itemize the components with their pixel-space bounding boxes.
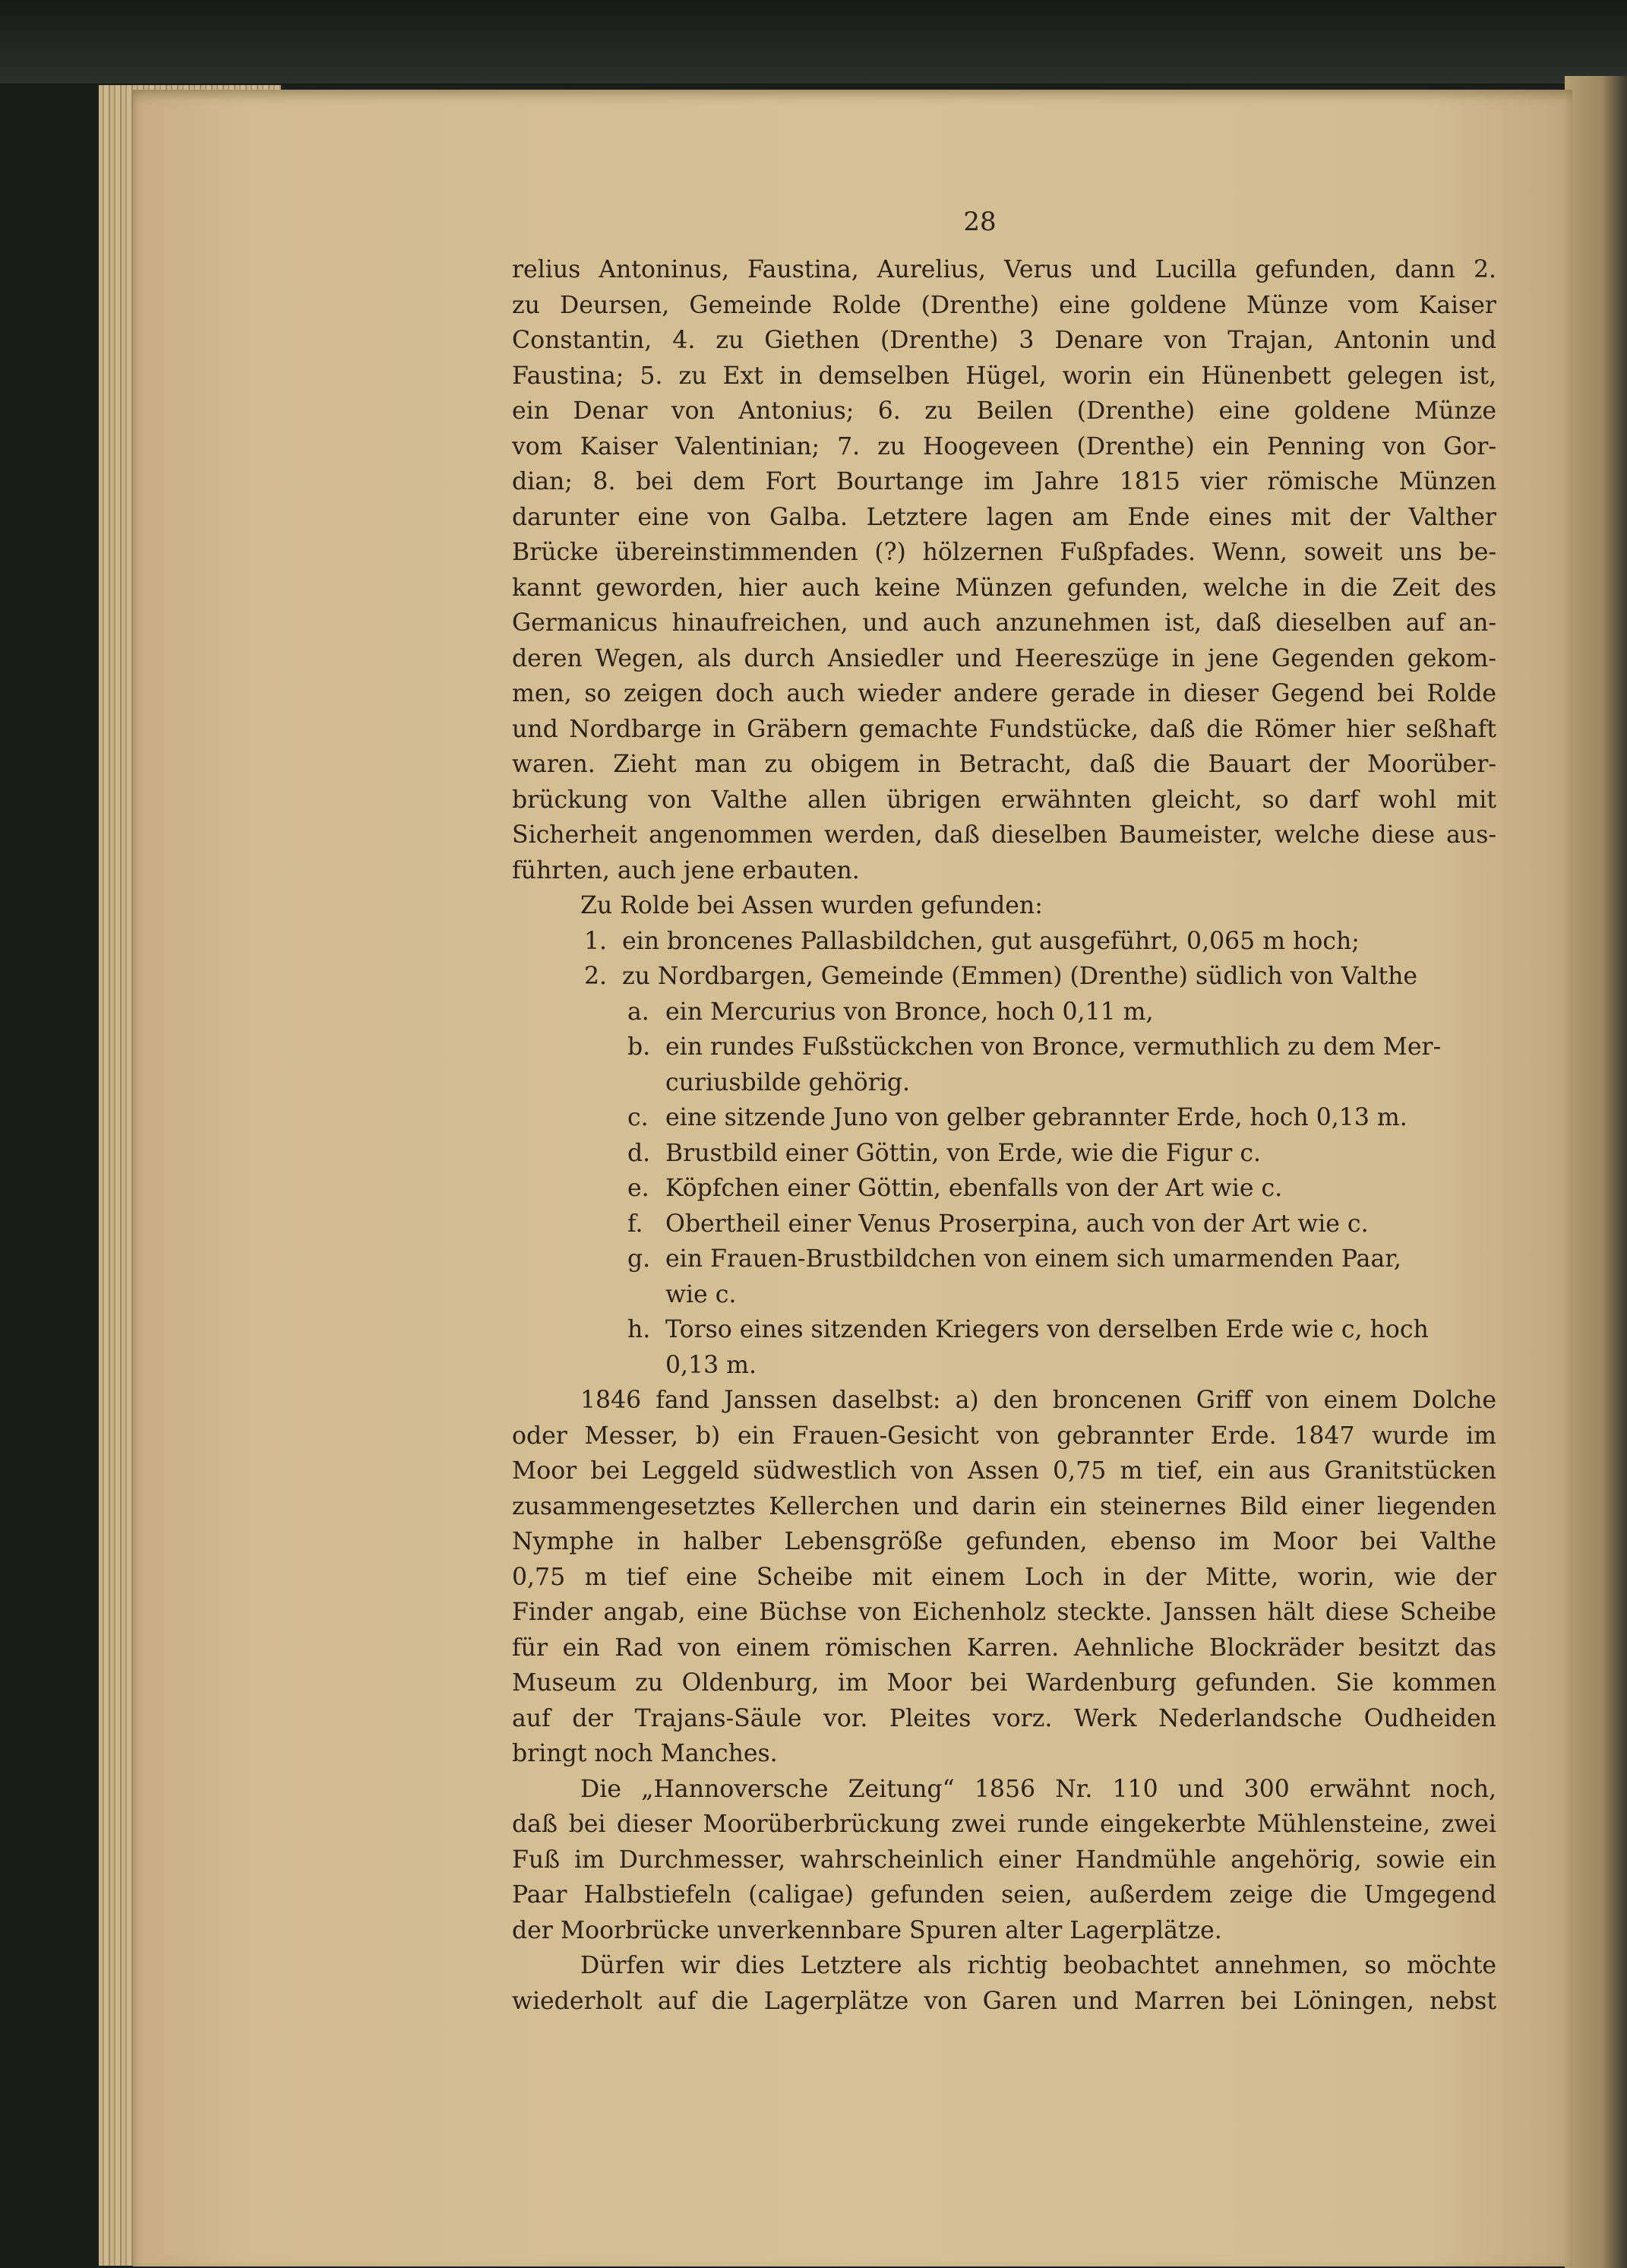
sub-item-letter: g.: [627, 1245, 651, 1273]
text-line: Moor bei Leggeld südwestlich von Assen 0,75 m tief, ein aus Granitstücken: [512, 1457, 1496, 1485]
list-item-number: 2.: [584, 963, 608, 990]
text-line: kannt geworden, hier auch keine Münzen gefunden, welche in die Zeit des: [512, 574, 1496, 602]
text-line: waren. Zieht man zu obigem in Betracht, daß die Bauart der Moorüber-: [512, 751, 1496, 778]
sub-list-item-continuation: [512, 1277, 1496, 1313]
sub-item-text: Obertheil einer Venus Proserpina, auch von der Art wie c.: [665, 1210, 1369, 1238]
sub-item-text: ein rundes Fußstückchen von Bronce, vermuthlich zu dem Mer-: [665, 1033, 1442, 1061]
sub-list-item: [512, 995, 1496, 1030]
sub-item-text: eine sitzende Juno von gelber gebrannter Erde, hoch 0,13 m.: [665, 1104, 1407, 1131]
page-number: 28: [963, 207, 997, 237]
sub-item-letter: d.: [627, 1139, 651, 1167]
sub-list-item-continuation: [512, 1065, 1496, 1101]
sub-item-letter: f.: [627, 1210, 643, 1238]
sub-list-item: [512, 1207, 1496, 1242]
sub-item-text: wie c.: [665, 1280, 737, 1308]
text-line: relius Antoninus, Faustina, Aurelius, Verus und Lucilla gefunden, dann 2.: [512, 256, 1496, 283]
text-line: ein Denar von Antonius; 6. zu Beilen (Drenthe) eine goldene Münze: [512, 397, 1496, 425]
sub-item-text: ein Mercurius von Bronce, hoch 0,11 m,: [665, 998, 1154, 1026]
text-line: brückung von Valthe allen übrigen erwähnten gleicht, so darf wohl mit: [512, 786, 1496, 814]
text-line: Nymphe in halber Lebensgröße gefunden, ebenso im Moor bei Valthe: [512, 1528, 1496, 1555]
list-intro: Zu Rolde bei Assen wurden gefunden:: [580, 892, 1043, 919]
sub-item-letter: h.: [627, 1316, 651, 1343]
sub-list-item: [512, 1312, 1496, 1348]
list-item-text: zu Nordbargen, Gemeinde (Emmen) (Drenthe) südlich von Valthe: [622, 963, 1418, 990]
text-line: Germanicus hinaufreichen, und auch anzunehmen ist, daß dieselben auf an-: [512, 609, 1496, 637]
sub-item-text: Brustbild einer Göttin, von Erde, wie die Figur c.: [665, 1139, 1261, 1167]
text-line: Finder angab, eine Büchse von Eichenholz steckte. Janssen hält diese Scheibe: [512, 1599, 1496, 1626]
text-line: führten, auch jene erbauten.: [512, 856, 860, 884]
text-line: Museum zu Oldenburg, im Moor bei Wardenburg gefunden. Sie kommen: [512, 1669, 1496, 1697]
list-item: [512, 959, 1496, 995]
body-text: [512, 252, 1496, 2019]
list-item-text: ein broncenes Pallasbildchen, gut ausgeführt, 0,065 m hoch;: [622, 927, 1360, 955]
sub-list-item: [512, 1136, 1496, 1172]
sub-item-letter: a.: [627, 998, 649, 1026]
text-line: Constantin, 4. zu Giethen (Drenthe) 3 Denare von Trajan, Antonin und: [512, 327, 1496, 354]
sub-item-text: Köpfchen einer Göttin, ebenfalls von der Art wie c.: [665, 1175, 1283, 1202]
text-line: zusammengesetztes Kellerchen und darin ein steinernes Bild einer liegenden: [512, 1492, 1496, 1520]
sub-list-item: [512, 1242, 1496, 1277]
list-item: [512, 924, 1496, 960]
sub-item-text: Torso eines sitzenden Kriegers von derselben Erde wie c, hoch: [665, 1316, 1429, 1343]
text-line: für ein Rad von einem römischen Karren. Aehnliche Blockräder besitzt das: [512, 1634, 1496, 1662]
text-line: Brücke übereinstimmenden (?) hölzernen Fußpfades. Wenn, soweit uns be-: [512, 539, 1496, 566]
text-line: deren Wegen, als durch Ansiedler und Heereszüge in jene Gegenden gekom-: [512, 644, 1496, 672]
sub-list-item-continuation: [512, 1348, 1496, 1384]
sub-item-text: curiusbilde gehörig.: [665, 1068, 911, 1096]
text-line: daß bei dieser Moorüberbrückung zwei runde eingekerbte Mühlensteine, zwei: [512, 1811, 1496, 1838]
text-line: men, so zeigen doch auch wieder andere gerade in dieser Gegend bei Rolde: [512, 680, 1496, 707]
text-line: bringt noch Manches.: [512, 1740, 778, 1767]
text-line: vom Kaiser Valentinian; 7. zu Hoogeveen (Drenthe) ein Penning von Gor-: [512, 432, 1496, 460]
text-line: oder Messer, b) ein Frauen-Gesicht von gebrannter Erde. 1847 wurde im: [512, 1422, 1496, 1450]
sub-item-letter: c.: [627, 1104, 649, 1131]
text-line: 1846 fand Janssen daselbst: a) den broncenen Griff von einem Dolche: [580, 1387, 1496, 1414]
sub-list-item: [512, 1171, 1496, 1207]
text-line: Faustina; 5. zu Ext in demselben Hügel, worin ein Hünenbett gelegen ist,: [512, 362, 1496, 390]
sub-item-text: 0,13 m.: [665, 1351, 757, 1379]
list-item-number: 1.: [584, 927, 608, 955]
text-line: und Nordbarge in Gräbern gemachte Fundstücke, daß die Römer hier seßhaft: [512, 715, 1496, 743]
facing-page-edge: [1565, 76, 1627, 2268]
sub-item-letter: b.: [627, 1033, 651, 1061]
book-cover-edge: [0, 0, 1627, 84]
sub-item-letter: e.: [627, 1175, 649, 1202]
text-line: der Moorbrücke unverkennbare Spuren alter Lagerplätze.: [512, 1916, 1222, 1944]
text-line: Fuß im Durchmesser, wahrscheinlich einer Handmühle angehörig, sowie ein: [512, 1846, 1496, 1874]
text-line: Paar Halbstiefeln (caligae) gefunden seien, außerdem zeige die Umgegend: [512, 1881, 1496, 1909]
sub-item-text: ein Frauen-Brustbildchen von einem sich umarmenden Paar,: [665, 1245, 1401, 1273]
sub-list-item: [512, 1100, 1496, 1136]
text-line: darunter eine von Galba. Letztere lagen am Ende eines mit der Valther: [512, 503, 1496, 531]
sub-list-item: [512, 1030, 1496, 1065]
text-line: Die „Hannoversche Zeitung“ 1856 Nr. 110 und 300 erwähnt noch,: [580, 1775, 1496, 1803]
text-line: Dürfen wir dies Letztere als richtig beobachtet annehmen, so möchte: [580, 1952, 1496, 1979]
text-line: zu Deursen, Gemeinde Rolde (Drenthe) eine goldene Münze vom Kaiser: [512, 291, 1496, 319]
text-line: Sicherheit angenommen werden, daß dieselben Baumeister, welche diese aus-: [512, 821, 1496, 849]
text-line: dian; 8. bei dem Fort Bourtange im Jahre 1815 vier römische Münzen: [512, 468, 1496, 495]
text-line: auf der Trajans-Säule vor. Pleites vorz. Werk Nederlandsche Oudheiden: [512, 1704, 1496, 1732]
text-line: 0,75 m tief eine Scheibe mit einem Loch in der Mitte, worin, wie der: [512, 1563, 1496, 1591]
text-line: wiederholt auf die Lagerplätze von Garen und Marren bei Löningen, nebst: [512, 1987, 1496, 2015]
